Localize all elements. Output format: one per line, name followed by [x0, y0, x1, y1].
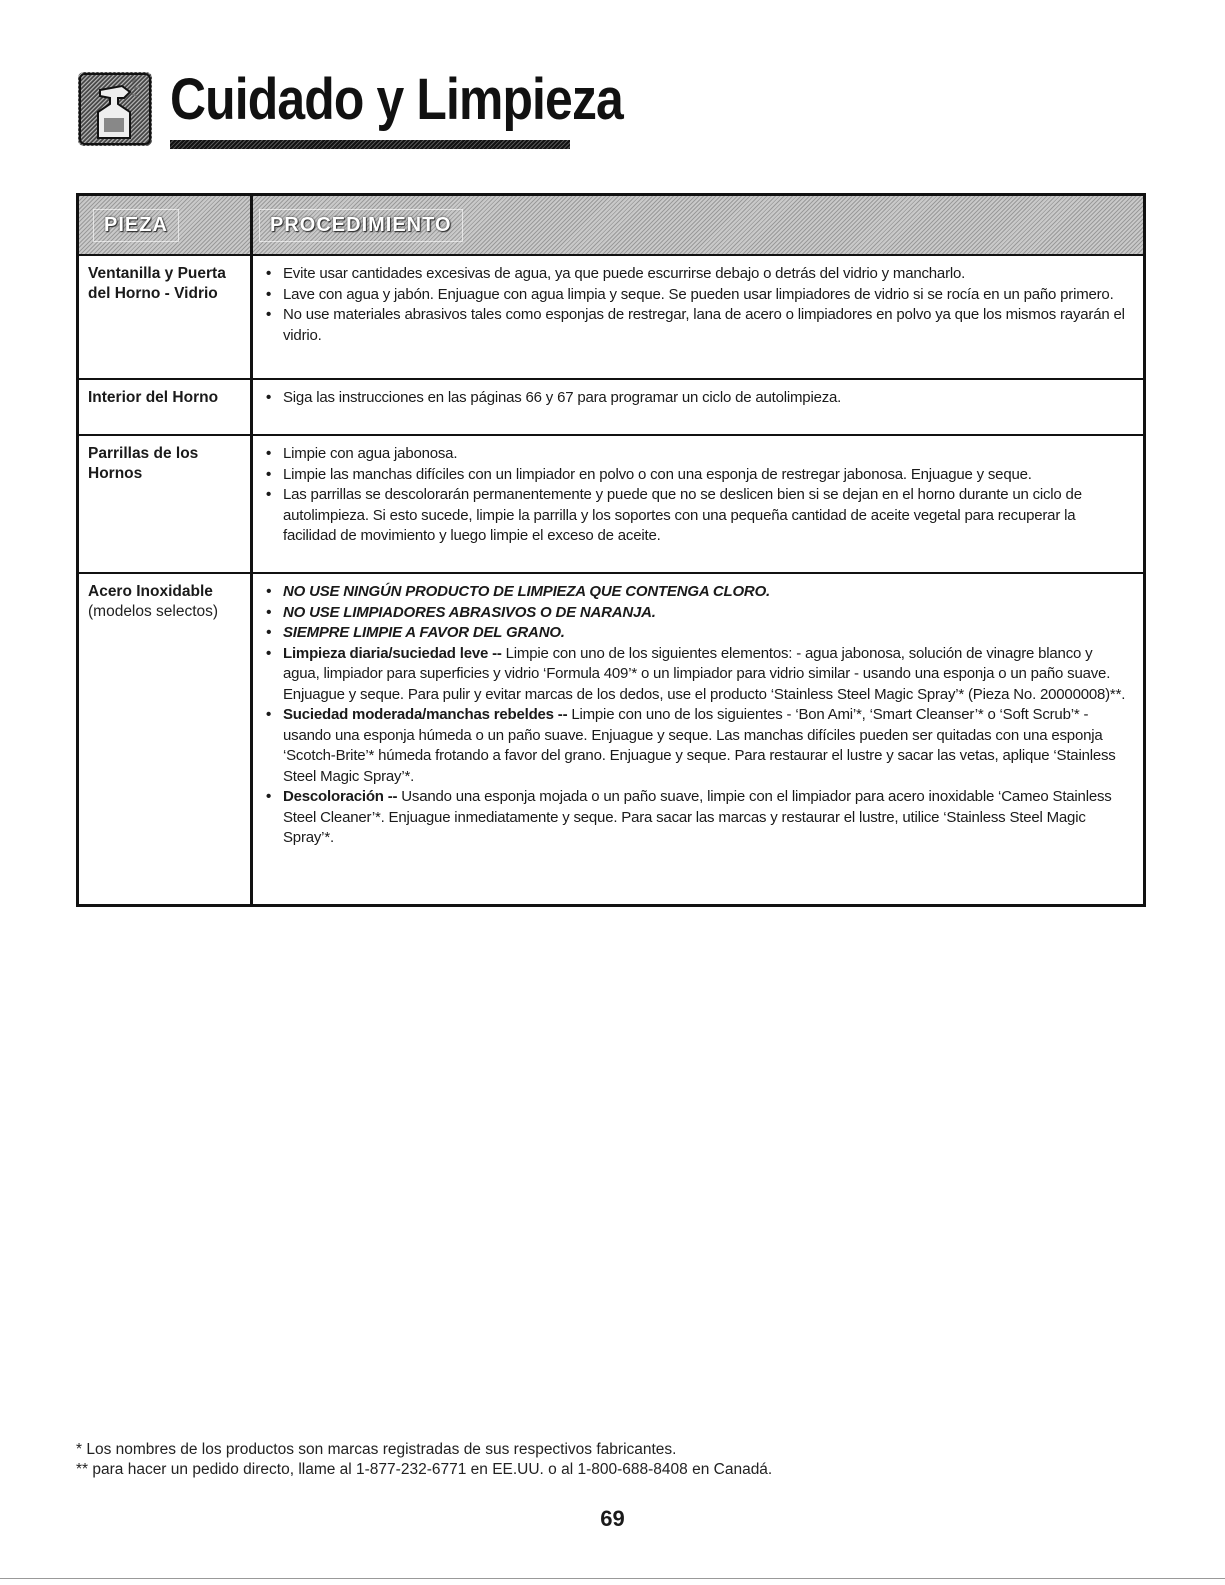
- list-item: • Evite usar cantidades excesivas de agua, ya que puede escurrirse debajo o detrás del vidrio y mancharlo.: [263, 264, 1131, 285]
- list-item: [263, 705, 1131, 787]
- row-procedure: [253, 256, 1143, 378]
- list-item: • Lave con agua y jabón. Enjuague con agua limpia y seque. Se pueden usar limpiadores de vidrio si se rocía en un paño primero.: [263, 285, 1131, 306]
- row-procedure: [253, 380, 1143, 434]
- piece-name: Parrillas de los Hornos: [88, 445, 199, 482]
- table-row: [79, 436, 1143, 574]
- piece-note: (modelos selectos): [88, 603, 219, 620]
- warning-item: • SIEMPRE LIMPIE A FAVOR DEL GRANO.: [263, 623, 1131, 644]
- item-text: Limpie con uno de los siguientes elementos: - agua jabonosa, solución de vinagre blanco y agua, limpiador para superficies y vidrio ‘Formula 409’* o un limpiador para vidrio similar - usando una esponja o un paño suave. Enjuague y seque. Para pulir y evitar marcas de los dedos, use el producto ‘Stainless Steel Magic Spray’* (Pieza No. 20000008)**.: [283, 644, 1126, 703]
- list-item: • Las parrillas se descolorarán permanentemente y puede que no se deslicen bien si se dejan en el horno durante un ciclo de autolimpieza. Si esto sucede, limpie la parrilla y los soportes con una pequeña cantidad de aceite vegetal para recuperar la facilidad de movimiento y luego limpie el exceso de aceite.: [263, 485, 1131, 547]
- row-procedure: [253, 436, 1143, 572]
- list-item: • Limpie con agua jabonosa.: [263, 444, 1131, 465]
- item-lead: Suciedad moderada/manchas rebeldes --: [283, 706, 572, 723]
- footnote: ** para hacer un pedido directo, llame al 1-877-232-6771 en EE.UU. o al 1-800-688-8408 en Canadá.: [76, 1461, 773, 1478]
- list-item: [263, 787, 1131, 849]
- column-header-procedure: PROCEDIMIENTO: [253, 196, 1143, 254]
- column-header-piece: PIEZA: [79, 196, 253, 254]
- footnotes: [76, 1440, 1146, 1480]
- item-text: Usando una esponja mojada o un paño suave, limpie con el limpiador para acero inoxidable ‘Cameo Stainless Steel Cleaner’*. Enjuague inmediatamente y seque. Para sacar las marcas y restaurar el lustre, utilice ‘Stainless Steel Magic Spray’*.: [283, 788, 1112, 846]
- title-underline: [170, 140, 570, 149]
- row-piece: [79, 380, 253, 434]
- table-header: [79, 196, 1143, 256]
- spray-bottle-icon: [78, 72, 152, 146]
- warning-item: • NO USE NINGÚN PRODUCTO DE LIMPIEZA QUE CONTENGA CLORO.: [263, 582, 1131, 603]
- page-number: 69: [600, 1506, 625, 1531]
- warning-item: • NO USE LIMPIADORES ABRASIVOS O DE NARANJA.: [263, 603, 1131, 624]
- list-item: • No use materiales abrasivos tales como esponjas de restregar, lana de acero o limpiadores en polvo ya que los mismos rayarán el vidrio.: [263, 305, 1131, 346]
- care-table: [76, 193, 1146, 907]
- bottom-rule: [0, 1578, 1225, 1579]
- list-item: • Limpie las manchas difíciles con un limpiador en polvo o con una esponja de restregar jabonosa. Enjuague y seque.: [263, 465, 1131, 486]
- table-row: [79, 380, 1143, 436]
- row-piece: [79, 256, 253, 378]
- table-row: [79, 574, 1143, 904]
- piece-name: Interior del Horno: [88, 389, 219, 406]
- row-piece: [79, 436, 253, 572]
- table-row: [79, 256, 1143, 380]
- item-lead: Descoloración --: [283, 788, 402, 805]
- page-title: Cuidado y Limpieza: [170, 67, 623, 132]
- row-piece: [79, 574, 253, 904]
- item-lead: Limpieza diaria/suciedad leve --: [283, 644, 506, 662]
- item-text: Limpie con uno de los siguientes - ‘Bon Ami’*, ‘Smart Cleanser’* o ‘Soft Scrub’* - usando una esponja húmeda o un paño suave. Enjuague y seque. Las manchas difíciles pueden ser quitadas con una esponja ‘Scotch-Brite’* húmeda frotando a favor del grano. Enjuague y seque. Para restaurar el lustre y sacar las vetas, aplique ‘Stainless Steel Magic Spray’*.: [283, 706, 1116, 785]
- page-header: [78, 60, 623, 150]
- piece-name: Ventanilla y Puerta del Horno - Vidrio: [88, 265, 226, 302]
- piece-name: Acero Inoxidable: [88, 583, 213, 600]
- list-item: [263, 644, 1131, 706]
- list-item: • Siga las instrucciones en las páginas 66 y 67 para programar un ciclo de autolimpieza.: [263, 388, 1131, 409]
- row-procedure: [253, 574, 1143, 904]
- footnote: * Los nombres de los productos son marcas registradas de sus respectivos fabricantes.: [76, 1441, 677, 1458]
